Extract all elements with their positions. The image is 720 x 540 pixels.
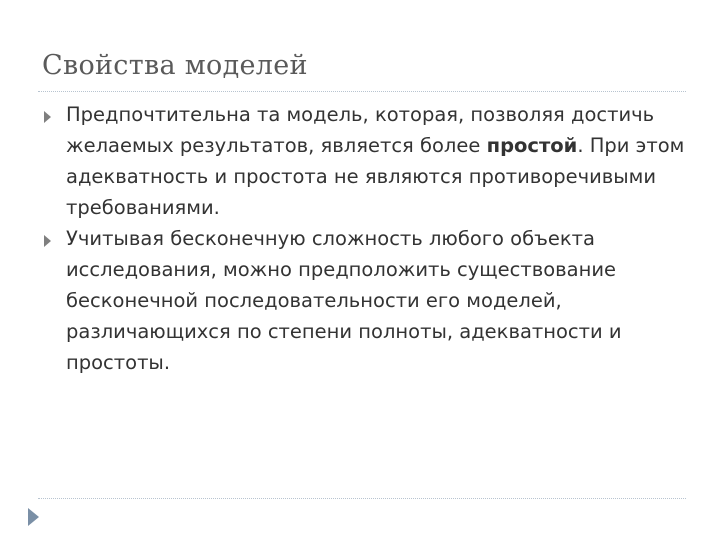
bullet-1-emphasis: простой [486,134,578,157]
slide-title: Свойства моделей [42,50,308,81]
triangle-bullet-icon [44,235,51,247]
bullet-2-text: Учитывая бесконечную сложность любого объекта исследования, можно предположить существование бесконечной последовательности его моделей, различающихся по степени полноты, адекватности и простоты. [66,227,622,374]
bullet-item-2 [40,223,690,378]
next-slide-arrow-icon[interactable] [28,508,39,526]
bullet-1-text-before: Предпочтительна та модель, которая, позволяя достичь желаемых результатов, является более [66,103,655,157]
bullet-list [40,99,690,378]
footer-divider [38,498,686,499]
title-divider [38,91,686,92]
bullet-1-text-after: . При этом адекватность и простота не являются противоречивыми требованиями. [66,134,685,219]
bullet-item-1 [40,99,690,223]
triangle-bullet-icon [44,111,51,123]
